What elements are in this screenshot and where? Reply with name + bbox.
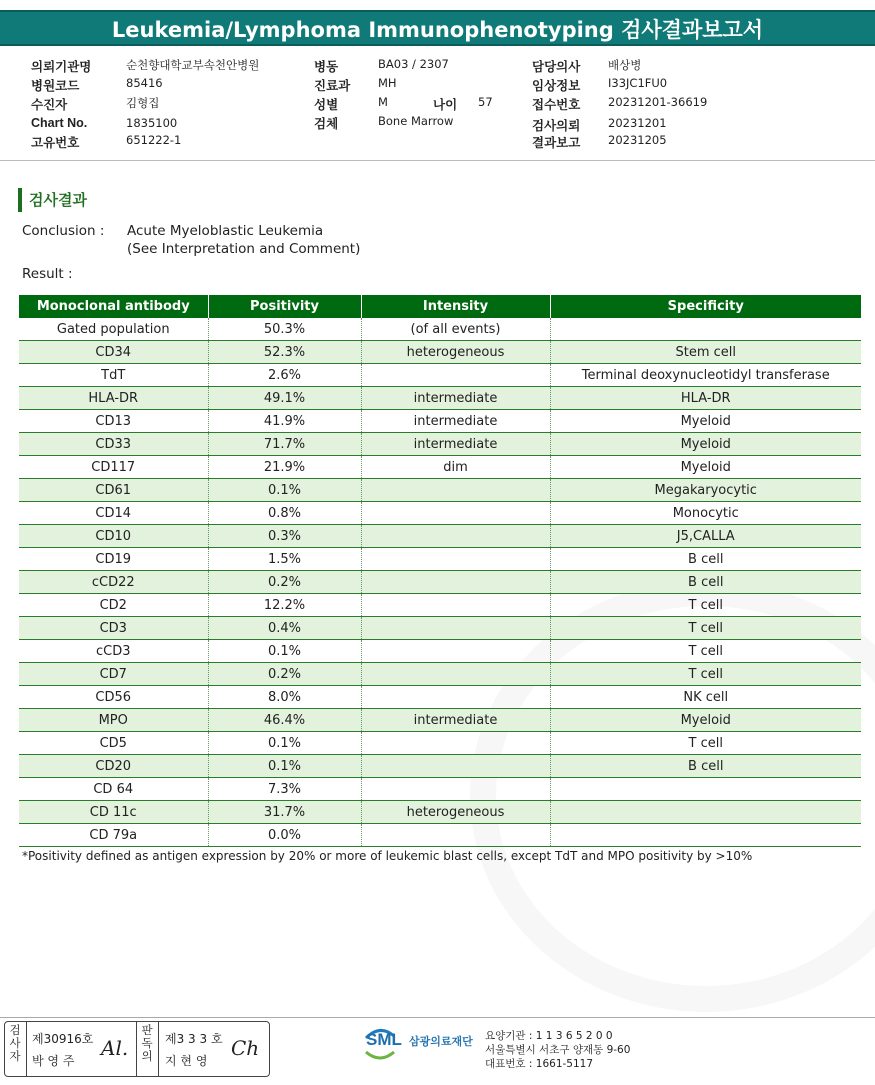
- examiner-label-text: 검사자: [9, 1023, 21, 1063]
- info-value: 20231201-36619: [608, 95, 708, 109]
- report-title: Leukemia/Lymphoma Immunophenotyping 검사결과보고서: [0, 10, 875, 46]
- cell-intensity: [361, 571, 550, 594]
- divider: [136, 1022, 137, 1076]
- cell-specificity: HLA-DR: [550, 387, 861, 410]
- cell-antibody: CD10: [19, 525, 208, 548]
- cell-antibody: CD7: [19, 663, 208, 686]
- section-title: 검사결과: [18, 188, 87, 212]
- table-row: [19, 778, 861, 801]
- cell-positivity: 41.9%: [208, 410, 361, 433]
- info-label: 접수번호: [532, 98, 581, 112]
- cell-intensity: [361, 594, 550, 617]
- info-row: [314, 76, 350, 94]
- cell-intensity: [361, 640, 550, 663]
- cell-specificity: NK cell: [550, 686, 861, 709]
- cell-intensity: [361, 755, 550, 778]
- table-row: [19, 640, 861, 663]
- cell-specificity: [550, 824, 861, 847]
- info-value: 순천향대학교부속천안병원: [126, 58, 260, 72]
- cell-antibody: HLA-DR: [19, 387, 208, 410]
- result-label: Result :: [22, 266, 73, 282]
- info-label: 결과보고: [532, 136, 581, 150]
- footer-divider: [0, 1017, 875, 1018]
- info-value: 배상병: [608, 58, 642, 72]
- table-row: [19, 410, 861, 433]
- info-label: 담당의사: [532, 60, 581, 74]
- divider: [158, 1022, 159, 1076]
- info-row: [314, 57, 338, 75]
- conclusion-line2: (See Interpretation and Comment): [127, 241, 361, 257]
- info-row: [532, 133, 580, 151]
- info-row: [532, 76, 580, 94]
- cell-positivity: 52.3%: [208, 341, 361, 364]
- cell-specificity: Terminal deoxynucleotidyl transferase: [550, 364, 861, 387]
- cell-positivity: 50.3%: [208, 318, 361, 341]
- cell-specificity: B cell: [550, 571, 861, 594]
- cell-positivity: 2.6%: [208, 364, 361, 387]
- cell-positivity: 0.1%: [208, 755, 361, 778]
- table-row: [19, 755, 861, 778]
- table-row: [19, 594, 861, 617]
- cell-intensity: [361, 502, 550, 525]
- info-value: 1835100: [126, 116, 178, 130]
- info-value: BA03 / 2307: [378, 57, 449, 71]
- cell-specificity: B cell: [550, 755, 861, 778]
- cell-positivity: 21.9%: [208, 456, 361, 479]
- info-row: [314, 95, 338, 113]
- cell-intensity: [361, 778, 550, 801]
- institution-code: 요양기관 : 1 1 3 6 5 2 0 0: [485, 1030, 613, 1042]
- cell-specificity: [550, 778, 861, 801]
- cell-positivity: 46.4%: [208, 709, 361, 732]
- cell-specificity: T cell: [550, 640, 861, 663]
- cell-antibody: CD61: [19, 479, 208, 502]
- cell-intensity: heterogeneous: [361, 341, 550, 364]
- cell-intensity: [361, 732, 550, 755]
- cell-positivity: 0.2%: [208, 571, 361, 594]
- cell-specificity: Monocytic: [550, 502, 861, 525]
- info-label: 성별: [314, 98, 339, 112]
- info-value: I33JC1FU0: [608, 76, 668, 90]
- info-label: 병원코드: [31, 79, 80, 93]
- info-value: Bone Marrow: [378, 114, 454, 128]
- table-row: [19, 387, 861, 410]
- cell-antibody: CD19: [19, 548, 208, 571]
- institution-logo: [366, 1030, 473, 1050]
- header-specificity: Specificity: [550, 295, 861, 318]
- table-row: [19, 456, 861, 479]
- table-row: [19, 502, 861, 525]
- cell-positivity: 0.1%: [208, 732, 361, 755]
- reviewer-label: [140, 1024, 154, 1063]
- table-header-row: [19, 295, 861, 318]
- info-value: 651222-1: [126, 133, 182, 147]
- cell-intensity: [361, 617, 550, 640]
- conclusion-label: Conclusion :: [22, 223, 105, 239]
- cell-antibody: CD 11c: [19, 801, 208, 824]
- cell-specificity: [550, 801, 861, 824]
- header-antibody: Monoclonal antibody: [19, 295, 208, 318]
- cell-specificity: Megakaryocytic: [550, 479, 861, 502]
- cell-antibody: CD3: [19, 617, 208, 640]
- cell-intensity: intermediate: [361, 387, 550, 410]
- cell-antibody: cCD22: [19, 571, 208, 594]
- cell-positivity: 12.2%: [208, 594, 361, 617]
- info-row: [31, 76, 79, 94]
- cell-positivity: 0.1%: [208, 640, 361, 663]
- examiner-label: [8, 1024, 22, 1063]
- age-value: 57: [478, 95, 493, 109]
- logo-text: SML: [366, 1030, 402, 1049]
- cell-antibody: CD117: [19, 456, 208, 479]
- divider: [26, 1022, 27, 1076]
- cell-antibody: CD 64: [19, 778, 208, 801]
- divider: [0, 160, 875, 161]
- cell-specificity: Myeloid: [550, 410, 861, 433]
- cell-antibody: CD14: [19, 502, 208, 525]
- institution-contact: [485, 1029, 630, 1071]
- reviewer-signature: Ch: [231, 1036, 260, 1060]
- cell-antibody: CD56: [19, 686, 208, 709]
- info-label: 검사의뢰: [532, 119, 581, 133]
- cell-intensity: [361, 364, 550, 387]
- reviewer-label-text: 판독의: [141, 1023, 153, 1063]
- cell-positivity: 0.4%: [208, 617, 361, 640]
- cell-positivity: 8.0%: [208, 686, 361, 709]
- cell-specificity: Myeloid: [550, 433, 861, 456]
- info-value: 85416: [126, 76, 163, 90]
- table-row: [19, 341, 861, 364]
- examiner-signature: Al.: [101, 1036, 129, 1060]
- info-label: 수진자: [31, 98, 68, 112]
- table-row: [19, 525, 861, 548]
- table-row: [19, 709, 861, 732]
- info-label: 고유번호: [31, 136, 80, 150]
- cell-specificity: Myeloid: [550, 709, 861, 732]
- examiner-license: 제30916호: [32, 1032, 94, 1046]
- conclusion-line1: Acute Myeloblastic Leukemia: [127, 223, 324, 239]
- info-row: [31, 116, 87, 130]
- cell-antibody: CD20: [19, 755, 208, 778]
- info-row: [31, 133, 79, 151]
- info-row: [31, 57, 91, 75]
- table-row: [19, 732, 861, 755]
- cell-intensity: intermediate: [361, 709, 550, 732]
- examiner-name: 박 영 주: [32, 1054, 75, 1068]
- cell-positivity: 0.8%: [208, 502, 361, 525]
- institution-address: 서울특별시 서초구 양재동 9-60: [485, 1044, 631, 1056]
- institution-phone: 대표번호 : 1661-5117: [485, 1058, 594, 1070]
- cell-positivity: 49.1%: [208, 387, 361, 410]
- cell-intensity: intermediate: [361, 410, 550, 433]
- cell-intensity: (of all events): [361, 318, 550, 341]
- table-row: [19, 617, 861, 640]
- cell-antibody: MPO: [19, 709, 208, 732]
- info-label: 검체: [314, 117, 339, 131]
- cell-antibody: CD33: [19, 433, 208, 456]
- cell-specificity: [550, 318, 861, 341]
- cell-intensity: [361, 525, 550, 548]
- info-label: Chart No.: [31, 116, 88, 130]
- footnote: *Positivity defined as antigen expression by 20% or more of leukemic blast cells, except TdT and MPO positivity by >10%: [22, 849, 753, 863]
- cell-intensity: [361, 686, 550, 709]
- cell-specificity: J5,CALLA: [550, 525, 861, 548]
- info-label: 임상정보: [532, 79, 581, 93]
- cell-antibody: Gated population: [19, 318, 208, 341]
- cell-positivity: 0.0%: [208, 824, 361, 847]
- cell-intensity: dim: [361, 456, 550, 479]
- cell-positivity: 0.2%: [208, 663, 361, 686]
- cell-positivity: 0.3%: [208, 525, 361, 548]
- cell-specificity: T cell: [550, 594, 861, 617]
- age-label: 나이: [433, 98, 458, 112]
- cell-specificity: T cell: [550, 663, 861, 686]
- info-row: [31, 95, 67, 113]
- cell-positivity: 31.7%: [208, 801, 361, 824]
- info-label: 의뢰기관명: [31, 60, 92, 74]
- info-value: 20231205: [608, 133, 667, 147]
- info-value: 20231201: [608, 116, 667, 130]
- cell-positivity: 0.1%: [208, 479, 361, 502]
- cell-positivity: 7.3%: [208, 778, 361, 801]
- table-row: [19, 479, 861, 502]
- table-row: [19, 663, 861, 686]
- info-value: 김형집: [126, 96, 160, 110]
- table-row: [19, 801, 861, 824]
- cell-positivity: 71.7%: [208, 433, 361, 456]
- info-label: 병동: [314, 60, 339, 74]
- cell-antibody: CD 79a: [19, 824, 208, 847]
- info-row: [532, 95, 580, 113]
- cell-intensity: [361, 663, 550, 686]
- results-table: [19, 295, 861, 847]
- table-row: [19, 318, 861, 341]
- info-label: 진료과: [314, 79, 351, 93]
- table-row: [19, 364, 861, 387]
- info-value: MH: [378, 76, 397, 90]
- info-row: [532, 116, 580, 134]
- cell-antibody: cCD3: [19, 640, 208, 663]
- institution-name: 삼광의료재단: [408, 1035, 473, 1048]
- table-row: [19, 548, 861, 571]
- cell-specificity: Myeloid: [550, 456, 861, 479]
- cell-intensity: [361, 824, 550, 847]
- info-row: [433, 95, 457, 113]
- cell-positivity: 1.5%: [208, 548, 361, 571]
- cell-antibody: CD13: [19, 410, 208, 433]
- cell-antibody: CD34: [19, 341, 208, 364]
- cell-specificity: T cell: [550, 732, 861, 755]
- header-positivity: Positivity: [208, 295, 361, 318]
- cell-specificity: B cell: [550, 548, 861, 571]
- cell-antibody: TdT: [19, 364, 208, 387]
- info-row: [314, 114, 338, 132]
- signature-box: [4, 1021, 270, 1077]
- cell-intensity: intermediate: [361, 433, 550, 456]
- cell-specificity: Stem cell: [550, 341, 861, 364]
- cell-intensity: [361, 479, 550, 502]
- cell-intensity: [361, 548, 550, 571]
- cell-antibody: CD2: [19, 594, 208, 617]
- reviewer-name: 지 현 영: [165, 1054, 208, 1068]
- table-row: [19, 686, 861, 709]
- info-value: M: [378, 95, 388, 109]
- cell-intensity: heterogeneous: [361, 801, 550, 824]
- table-row: [19, 571, 861, 594]
- header-intensity: Intensity: [361, 295, 550, 318]
- table-row: [19, 824, 861, 847]
- table-row: [19, 433, 861, 456]
- cell-antibody: CD5: [19, 732, 208, 755]
- cell-specificity: T cell: [550, 617, 861, 640]
- reviewer-license: 제3 3 3 호: [165, 1032, 223, 1046]
- info-row: [532, 57, 580, 75]
